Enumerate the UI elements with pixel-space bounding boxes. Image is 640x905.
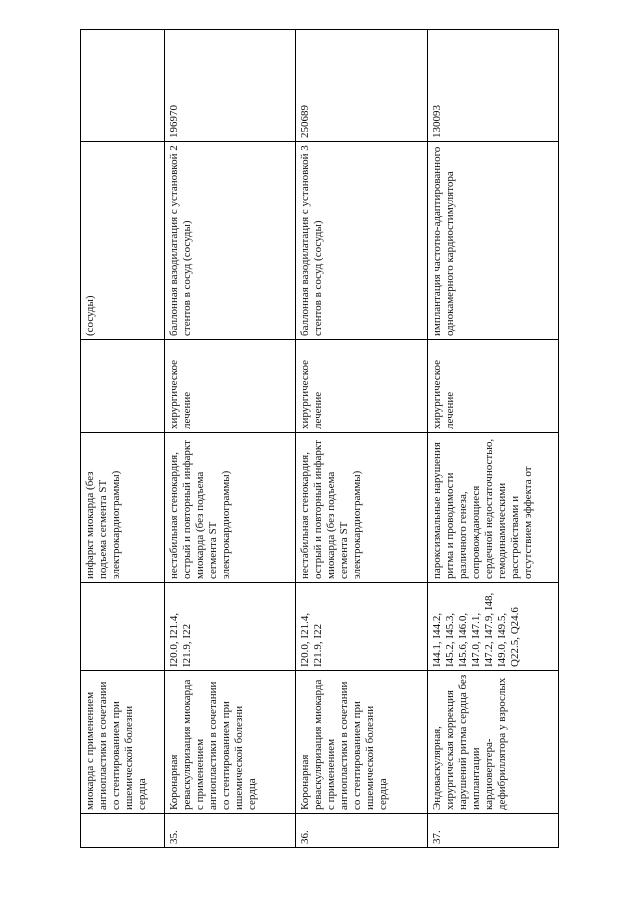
patient-model-cell: инфаркт миокарда (без подъема сегмента ST электрокардиограммы) bbox=[81, 433, 165, 583]
service-name-cell: Эндоваскулярная, хирургическая коррекция нарушений ритма сердца без имплантации кардиовертера-дефибриллятора у взрослых bbox=[428, 671, 559, 814]
row-number-cell: 35. bbox=[165, 814, 296, 848]
row-number-cell: 37. bbox=[428, 814, 559, 848]
treatment-method-cell: (сосуды) bbox=[81, 142, 165, 340]
treatment-type-cell: хирургическое лечение bbox=[165, 340, 296, 433]
service-name-cell: Коронарная реваскуляризация миокарда с применением ангиопластики в сочетании со стентированием при ишемической болезни сердца bbox=[296, 671, 428, 814]
treatment-method-cell: баллонная вазодилатация с установкой 2 стентов в сосуд (сосуды) bbox=[165, 142, 296, 340]
icd-codes-cell bbox=[81, 583, 165, 671]
treatment-method-cell: баллонная вазодилатация с установкой 3 стентов в сосуд (сосуды) bbox=[296, 142, 428, 340]
service-name-cell: миокарда с применением ангиопластики в сочетании со стентированием при ишемической болезни сердца bbox=[81, 671, 165, 814]
patient-model-cell: нестабильная стенокардия, острый и повторный инфаркт миокарда (без подъема сегмента ST электрокардиограммы) bbox=[296, 433, 428, 583]
treatment-type-cell bbox=[81, 340, 165, 433]
row-number-cell bbox=[81, 814, 165, 848]
table-row bbox=[296, 30, 428, 848]
price-cell: 130093 bbox=[428, 30, 559, 142]
price-cell bbox=[81, 30, 165, 142]
service-name-cell: Коронарная реваскуляризация миокарда с применением ангиопластики в сочетании со стентированием при ишемической болезни сердца bbox=[165, 671, 296, 814]
price-cell: 250689 bbox=[296, 30, 428, 142]
icd-codes-cell: I44.1, I44.2, I45.2, I45.3, I45.6, I46.0, I47.0, I47.1, I47.2, I47.9, I48, I49.0, I49.5, Q22.5, Q24.6 bbox=[428, 583, 559, 671]
icd-codes-cell: I20.0, I21.4, I21.9, I22 bbox=[296, 583, 428, 671]
patient-model-cell: пароксизмальные нарушения ритма и проводимости различного генеза, сопровождающиеся сердечной недостаточностью, гемодинамическими расстройствами и отсутствием эффекта от bbox=[428, 433, 559, 583]
price-cell: 196970 bbox=[165, 30, 296, 142]
treatment-type-cell: хирургическое лечение bbox=[296, 340, 428, 433]
table-row bbox=[428, 30, 559, 848]
table-row bbox=[81, 30, 165, 848]
table-row bbox=[165, 30, 296, 848]
rotated-table-container bbox=[80, 30, 558, 848]
treatment-type-cell: хирургическое лечение bbox=[428, 340, 559, 433]
icd-codes-cell: I20.0, I21.4, I21.9, I22 bbox=[165, 583, 296, 671]
medical-care-table bbox=[80, 29, 559, 848]
row-number-cell: 36. bbox=[296, 814, 428, 848]
treatment-method-cell: имплантация частотно-адаптированного однокамерного кардиостимулятора bbox=[428, 142, 559, 340]
patient-model-cell: нестабильная стенокардия, острый и повторный инфаркт миокарда (без подъема сегмента ST электрокардиограммы) bbox=[165, 433, 296, 583]
